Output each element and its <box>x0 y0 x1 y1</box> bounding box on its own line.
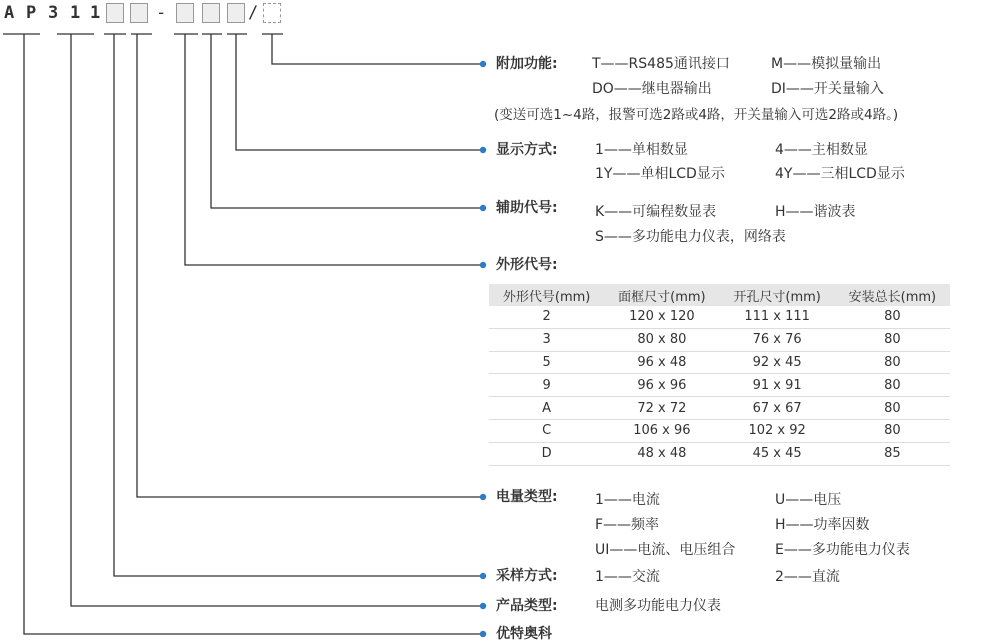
sampling-mode-label: 采样方式: <box>496 568 558 584</box>
display-mode-option-1y: 1Y——单相LCD显示 <box>595 166 725 182</box>
table-cell: 80 x 80 <box>604 328 719 351</box>
table-cell: 2 <box>489 306 604 328</box>
code-slash: / <box>248 3 259 23</box>
table-row <box>489 374 950 397</box>
aux-code-option-k: K——可编程数显表 <box>595 204 717 220</box>
extra-function-option-m: M——模拟量输出 <box>771 56 882 72</box>
table-header-cell: 外形代号(mm) <box>489 284 604 306</box>
connector-extra-function <box>272 34 482 64</box>
code-char-a: A <box>4 3 15 23</box>
code-box-extra-function <box>263 3 281 23</box>
table-cell: 96 x 96 <box>604 374 719 397</box>
table-row <box>489 328 950 351</box>
table-cell: 96 x 48 <box>604 351 719 374</box>
code-char-1a: 1 <box>70 3 81 23</box>
dot-aux-code <box>480 205 486 211</box>
code-box-aux <box>202 3 220 23</box>
table-cell: D <box>489 442 604 465</box>
dot-display-mode <box>480 147 486 153</box>
table-row <box>489 397 950 420</box>
aux-code-label: 辅助代号: <box>496 200 558 216</box>
code-box-electric-type <box>130 3 148 23</box>
table-cell: 48 x 48 <box>604 442 719 465</box>
table-cell: 106 x 96 <box>604 419 719 442</box>
electric-type-option-h: H——功率因数 <box>775 517 870 533</box>
code-box-shape <box>176 3 194 23</box>
code-char-3: 3 <box>48 3 59 23</box>
code-box-display <box>227 3 245 23</box>
table-cell: 91 x 91 <box>720 374 835 397</box>
table-row <box>489 419 950 442</box>
product-type-label: 产品类型: <box>496 598 558 614</box>
extra-function-option-di: DI——开关量输入 <box>771 81 884 97</box>
table-cell: 80 <box>835 306 950 328</box>
connector-aux-code <box>211 34 482 208</box>
extra-function-option-do: DO——继电器输出 <box>592 81 712 97</box>
shape-code-label: 外形代号: <box>496 257 558 273</box>
table-cell: 120 x 120 <box>604 306 719 328</box>
extra-function-option-t: T——RS485通讯接口 <box>592 56 730 72</box>
code-box-electric-type-sampling <box>106 3 124 23</box>
table-cell: 80 <box>835 419 950 442</box>
dot-shape-code <box>480 262 486 268</box>
aux-code-option-s: S——多功能电力仪表，网络表 <box>595 229 786 245</box>
code-dash: - <box>156 3 167 23</box>
table-cell: 80 <box>835 374 950 397</box>
table-header-cell: 面框尺寸(mm) <box>604 284 719 306</box>
sampling-mode-option-1: 1——交流 <box>595 569 660 585</box>
display-mode-option-4y: 4Y——三相LCD显示 <box>775 166 905 182</box>
table-header-cell: 开孔尺寸(mm) <box>720 284 835 306</box>
table-cell: 102 x 92 <box>720 419 835 442</box>
electric-type-option-f: F——频率 <box>595 517 660 533</box>
shape-spec-table <box>489 284 950 466</box>
dot-electric-type <box>480 494 486 500</box>
table-cell: 80 <box>835 328 950 351</box>
electric-type-option-u: U——电压 <box>775 492 842 508</box>
connector-sampling-mode <box>114 34 482 576</box>
table-header-row <box>489 284 950 306</box>
table-row <box>489 442 950 465</box>
table-cell: 45 x 45 <box>720 442 835 465</box>
table-cell: 76 x 76 <box>720 328 835 351</box>
table-cell: C <box>489 419 604 442</box>
product-type-option: 电测多功能电力仪表 <box>595 598 721 614</box>
electric-type-option-e: E——多功能电力仪表 <box>775 542 910 558</box>
extra-function-label: 附加功能: <box>496 56 558 72</box>
table-row <box>489 306 950 328</box>
table-cell: A <box>489 397 604 420</box>
brand-label: 优特奥科 <box>496 626 552 642</box>
code-char-1b: 1 <box>90 3 101 23</box>
connector-product-type <box>71 34 482 606</box>
table-cell: 80 <box>835 351 950 374</box>
table-cell: 92 x 45 <box>720 351 835 374</box>
display-mode-option-4: 4——主相数显 <box>775 142 868 158</box>
table-cell: 9 <box>489 374 604 397</box>
extra-function-note: (变送可选1~4路，报警可选2路或4路，开关量输入可选2路或4路。) <box>494 107 899 123</box>
table-cell: 80 <box>835 397 950 420</box>
electric-type-label: 电量类型: <box>496 489 558 505</box>
table-cell: 72 x 72 <box>604 397 719 420</box>
connector-display-mode <box>236 34 482 150</box>
code-char-p: P <box>26 3 37 23</box>
table-cell: 5 <box>489 351 604 374</box>
table-cell: 67 x 67 <box>720 397 835 420</box>
dot-brand <box>480 631 486 637</box>
sampling-mode-option-2: 2——直流 <box>775 569 840 585</box>
table-cell: 3 <box>489 328 604 351</box>
table-cell: 85 <box>835 442 950 465</box>
connector-brand <box>24 34 482 634</box>
electric-type-option-ui: UI——电流、电压组合 <box>595 542 736 558</box>
table-header-cell: 安装总长(mm) <box>835 284 950 306</box>
aux-code-option-h: H——谐波表 <box>775 204 856 220</box>
electric-type-option-1: 1——电流 <box>595 492 660 508</box>
table-row <box>489 351 950 374</box>
dot-product-type <box>480 603 486 609</box>
table-cell: 111 x 111 <box>720 306 835 328</box>
dot-sampling-mode <box>480 573 486 579</box>
display-mode-option-1: 1——单相数显 <box>595 142 688 158</box>
display-mode-label: 显示方式: <box>496 142 558 158</box>
dot-extra-function <box>480 61 486 67</box>
